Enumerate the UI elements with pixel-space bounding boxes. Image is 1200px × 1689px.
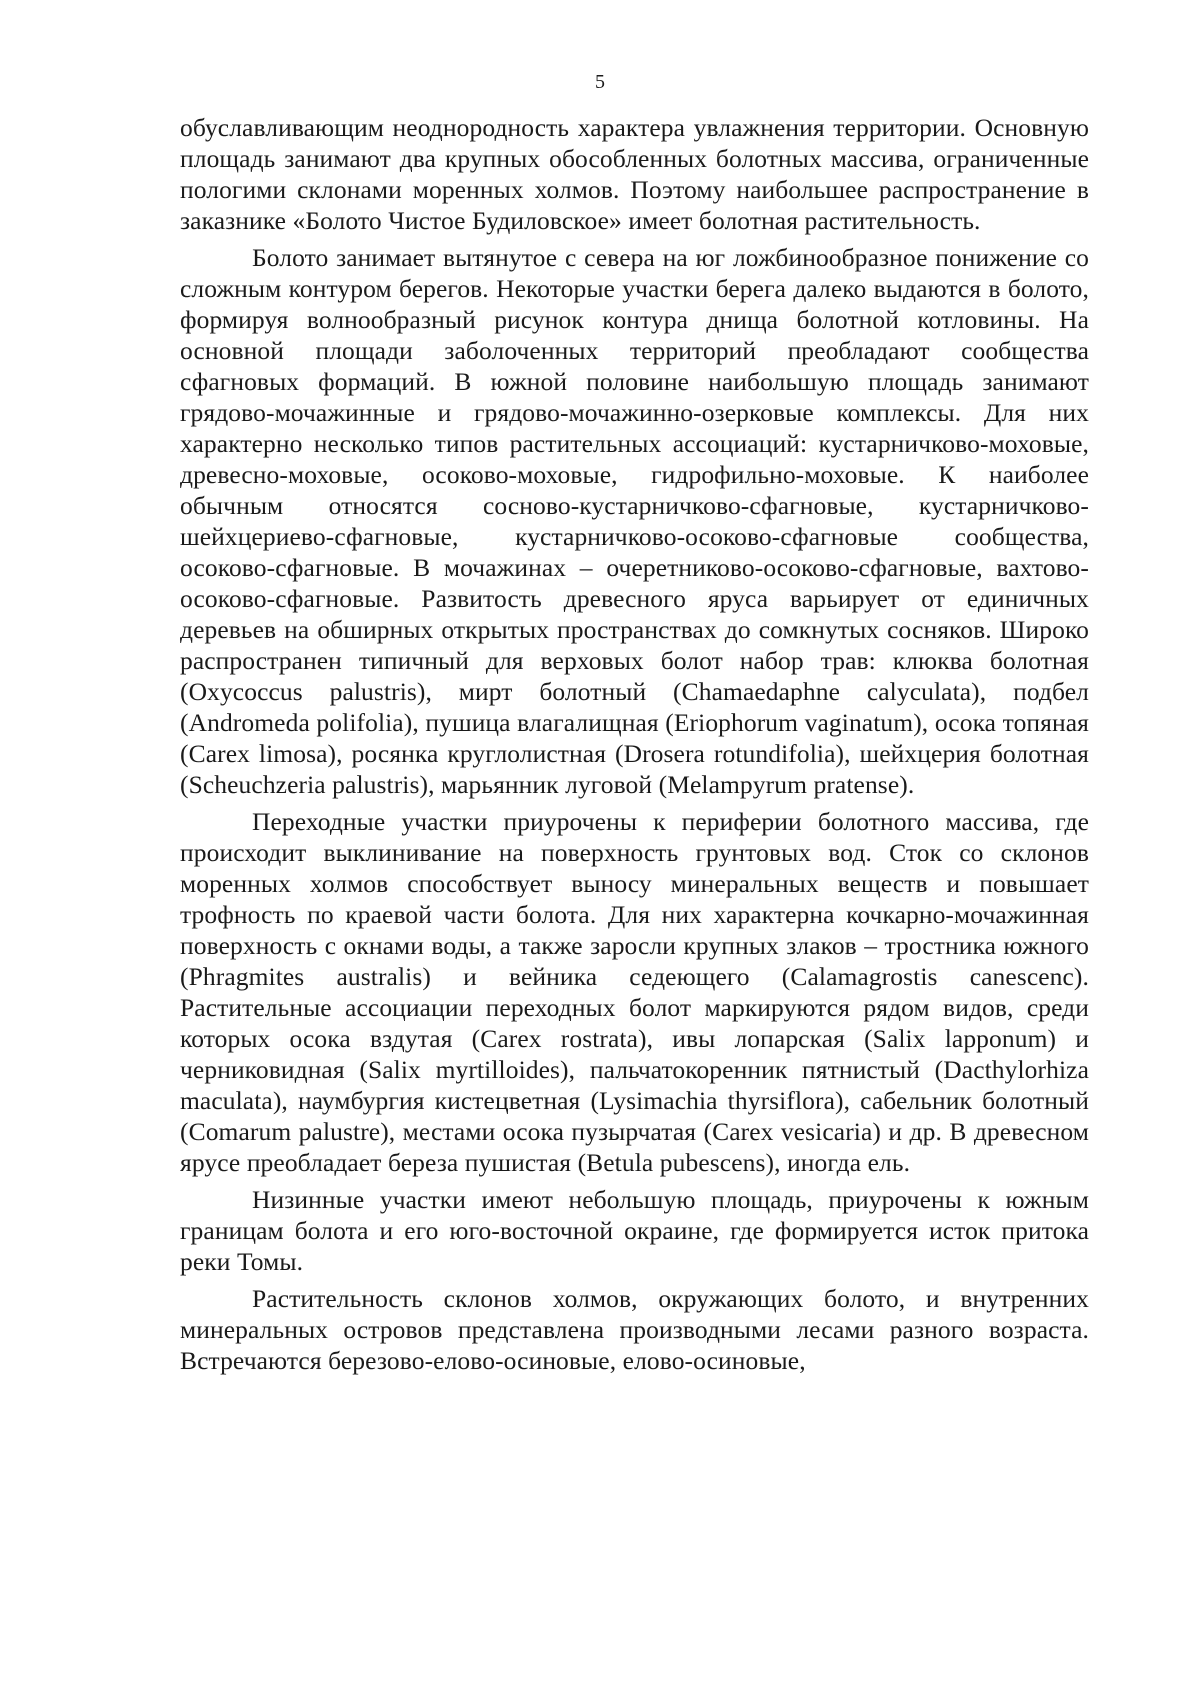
- paragraph-transitional-areas: Переходные участки приурочены к периферии болотного массива, где происходит выклинивание на поверхность грунтовых вод. Сток со склонов моренных холмов способствует выносу минеральных веществ и повышает трофность по краевой части болота. Для них характерна кочкарно-мочажинная поверхность с окнами воды, а также заросли крупных злаков – тростника южного (Phragmites australis) и вейника седеющего (Calamagrostis canescenc). Растительные ассоциации переходных болот маркируются рядом видов, среди которых осока вздутая (Carex rostrata), ивы лопарская (Salix lapponum) и черниковидная (Salix myrtilloides), пальчатокоренник пятнистый (Dacthylorhiza maculata), наумбургия кистецветная (Lysimachia thyrsiflora), сабельник болотный (Comarum palustre), местами осока пузырчатая (Carex vesicaria) и др. В древесном ярусе преобладает береза пушистая (Betula pubescens), иногда ель.: [180, 807, 1089, 1177]
- paragraph-continuation: обуславливающим неоднородность характера увлажнения территории. Основную площадь занимают два крупных обособленных болотных массива, ограниченные пологими склонами моренных холмов. Поэтому наибольшее распространение в заказнике «Болото Чистое Будиловское» имеет болотная растительность.: [180, 113, 1089, 235]
- paragraph-hill-vegetation: Растительность склонов холмов, окружающих болото, и внутренних минеральных островов представлена производными лесами разного возраста. Встречаются березово-елово-осиновые, елово-осиновые,: [180, 1284, 1089, 1375]
- paragraph-bog-description: Болото занимает вытянутое с севера на юг ложбинообразное понижение со сложным контуром берегов. Некоторые участки берега далеко выдаются в болото, формируя волнообразный рисунок контура днища болотной котловины. На основной площади заболоченных территорий преобладают сообщества сфагновых формаций. В южной половине наибольшую площадь занимают грядово-мочажинные и грядово-мочажинно-озерковые комплексы. Для них характерно несколько типов растительных ассоциаций: кустарничково-моховые, древесно-моховые, осоково-моховые, гидрофильно-моховые. К наиболее обычным относятся сосново-кустарничково-сфагновые, кустарничково-шейхцериево-сфагновые, кустарничково-осоково-сфагновые сообщества, осоково-сфагновые. В мочажинах – очеретниково-осоково-сфагновые, вахтово-осоково-сфагновые. Развитость древесного яруса варьирует от единичных деревьев на обширных открытых пространствах до сомкнутых сосняков. Широко распространен типичный для верховых болот набор трав: клюква болотная (Oxycoccus palustris), мирт болотный (Chamaedaphne calyculata), подбел (Andromeda polifolia), пушица влагалищная (Eriophorum vaginatum), осока топяная (Carex limosa), росянка круглолистная (Drosera rotundifolia), шейхцерия болотная (Scheuchzeria palustris), марьянник луговой (Melampyrum pratense).: [180, 243, 1089, 799]
- page-number: 5: [595, 71, 605, 93]
- paragraph-lowland-areas: Низинные участки имеют небольшую площадь, приурочены к южным границам болота и его юго-восточной окраине, где формируется исток притока реки Томы.: [180, 1185, 1089, 1276]
- document-body: [180, 112, 1089, 1376]
